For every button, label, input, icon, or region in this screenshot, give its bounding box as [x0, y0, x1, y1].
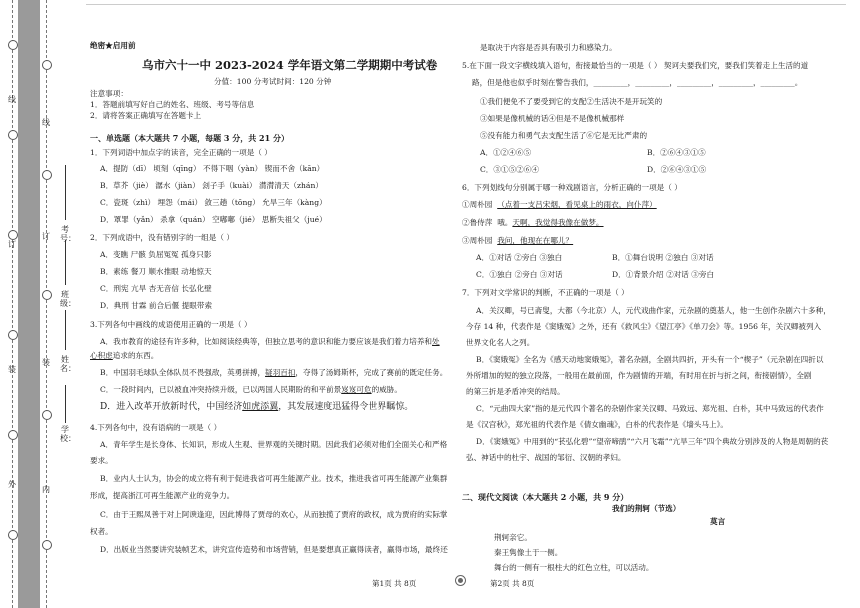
q7-option-d: D．《窦娥冤》中用到的“苌弘化碧”“望帝啼鹃”“六月飞霜”“亢旱三年”四个典故分别涉及的人物是周朝的苌	[476, 437, 829, 446]
q5-statement-3: ⑤没有能力和勇气去支配生活了⑥它是无比严肃的	[480, 131, 648, 140]
exam-label: 考号：	[60, 225, 76, 243]
binding-hole	[8, 330, 18, 340]
q3-option-c	[100, 386, 402, 394]
q6-stem: 6．下列划线句分别属于哪一种戏剧语言，分析正确的一项是（ ）	[462, 183, 682, 192]
q6-option-c: C．①独白 ②旁白 ③对话	[476, 270, 563, 279]
q7-option-d-cont: 弘、神话中的杜宇、战国的邹衍、汉朝的孝妇。	[466, 453, 626, 462]
q3-option-d	[100, 403, 413, 412]
q3b-text: B．中国羽毛球队全体队员不畏强敌，英勇拼搏，	[100, 368, 266, 377]
q6-line-1	[462, 201, 657, 209]
binding-hole	[8, 230, 18, 240]
inner-label: 内	[42, 485, 50, 494]
q3-stem: 3.下列各句中画线的成语使用正确的一项是（ ）	[90, 320, 252, 329]
q5-stem-cont: 路，但是他也似乎时刻在警告我们，_________，_________，_________，_________，_________。	[472, 78, 803, 87]
q1-option-d: D．罩罪（yǎn） 杀拿（quán） 空嘟嘟（jié） 思断失祖父（jué）	[100, 215, 327, 224]
q5-statement-1: ①我们便免不了要受到它的支配②生活决不是开玩笑的	[480, 97, 663, 106]
inner-dash-line	[46, 0, 47, 608]
q5-option-c: C．③①⑤②⑥④	[480, 165, 539, 174]
page-title: 乌市六十一中 2023-2024 学年语文第二学期期中考试卷	[142, 58, 438, 72]
passage-line-1: 荆轲亲它。	[494, 533, 532, 542]
q4-stem: 4.下列各句中，没有语病的一项是（ ）	[90, 423, 222, 432]
q1-option-c: C．瓷斑（zhì） 埋怨（mái） 敛三趟（tōng） 允旱三年（kàng）	[100, 198, 327, 207]
q3b-text-2: ，夺得了汤姆斯杯，完成了赛前的既定任务。	[295, 368, 448, 377]
q6-speaker-1: ①周朴园	[462, 200, 493, 209]
q4-option-d: D．出版业当然要讲究装帧艺术，讲究宣传造势和市场营销，但是要想真正赢得读者，赢得市场，最终还	[100, 545, 448, 554]
q2-option-c: C．刑宪 亢旱 杏无音信 长弘化壁	[100, 284, 212, 293]
q5-option-a: A．①②④⑥⑤	[480, 148, 532, 157]
q3c-text: C．一段时间内，已以被血冲突持续升级，已以两国人民期盼的和平前景	[100, 385, 342, 394]
q7-stem: 7．下列对文学常识的判断，不正确的一项是（ ）	[462, 288, 629, 297]
passage-author: 莫言	[710, 517, 726, 526]
outer-dash-line	[12, 0, 13, 608]
passage-title: 我们的荆轲（节选）	[612, 504, 681, 513]
passage-line-2: 秦王隽像土于一侧。	[494, 548, 563, 557]
q3c-underline: 岌岌可危	[341, 385, 372, 394]
q6-speaker-3: ③周朴园	[462, 236, 493, 245]
q4-option-c: C．由于王熙凤善于对上阿谀逢迎，因此博得了贾母的欢心，从而独揽了贾府的政权，成为贾府的实际掌	[100, 510, 448, 519]
r-cont-line: 是取决于内容是否具有吸引力和感染力。	[480, 43, 617, 52]
section-1-heading: 一、单选题（本大题共 7 小题，每题 3 分，共 21 分）	[90, 133, 289, 143]
q3d-underline: 如虎添翼	[242, 402, 279, 412]
name-blank[interactable]	[65, 310, 66, 350]
q3-option-a-cont	[90, 352, 158, 360]
q6-option-a: A．①对话 ②旁白 ③独白	[476, 253, 563, 262]
q7-option-b: B．《窦娥冤》全名为《感天动地窦娥冤》，著名杂剧，全剧共四折，开头有一个“楔子”（元杂剧在四折以	[476, 355, 824, 364]
order-label: 订	[8, 240, 16, 249]
q3-option-b	[100, 369, 447, 377]
q3a-underline-2: 心积虑	[90, 351, 113, 360]
exam-blank[interactable]	[65, 165, 66, 220]
line-label: 线	[8, 95, 16, 104]
q6-option-d: D．①背景介绍 ②对话 ③旁白	[612, 270, 715, 279]
q5-option-d: D．②⑥④③①⑤	[647, 165, 707, 174]
q6-option-b: B．①舞台说明 ②独白 ③对话	[612, 253, 714, 262]
binding-margin	[0, 0, 84, 608]
q2-option-d: D．典刑 甘霖 前合后偃 提眼带索	[100, 301, 213, 310]
binding-hole	[42, 290, 52, 300]
q4-option-b-cont: 形成，提高浙江可再生能源产业的竞争力。	[90, 491, 235, 500]
q7-option-a: A．关汉卿，号已斋叟，大都（今北京）人，元代戏曲作家，元杂剧的奠基人，他一生创作杂剧六十多种，	[476, 306, 831, 315]
q7-option-c-cont: 是《汉宫秋》，郑光祖的代表作是《倩女幽魂》，白朴的代表作是《墙头马上》。	[466, 420, 728, 429]
bind-label: 装	[8, 365, 16, 374]
q6-underline-3: 我问，他现在在哪儿？	[497, 236, 574, 245]
note-2: 2．请将答案正确填写在答题卡上	[90, 111, 202, 120]
q7-option-a-cont2: 世界文化名人之列。	[466, 338, 535, 347]
q6-underline-2: 天啊，我觉得我像在做梦。	[512, 218, 604, 227]
binding-hole	[8, 430, 18, 440]
q2-option-b: B．素练 餐刀 顺水推眼 动地惊天	[100, 267, 212, 276]
q4-option-c-cont: 权者。	[90, 527, 113, 536]
passage-line-3: 舞台的一侧有一根柱大的红色立柱，可以活动。	[494, 563, 654, 572]
gutter-seal-icon	[455, 575, 466, 586]
bind-label-inner: 装	[42, 358, 50, 367]
school-label: 学校：	[60, 425, 76, 443]
outer-label: 外	[8, 480, 16, 489]
binding-hole	[42, 410, 52, 420]
q1-option-a: A．提防（dī） 顷刻（qīng） 不得下咽（yàn） 锲而不舍（kān）	[100, 164, 325, 173]
q3d-text: D．进入改革开放新时代，中国经济	[100, 402, 243, 412]
q3d-text-2: ，其发展速度迅猛得令世界瞩惊。	[278, 402, 414, 412]
page-number-right: 第2页 共 8页	[490, 579, 535, 588]
notes-heading: 注意事项：	[90, 89, 128, 98]
binding-hole	[42, 170, 52, 180]
q3a-text-2: 追求的东西。	[112, 351, 159, 360]
exam-meta: 分值：100 分考试时间：120 分钟	[214, 77, 332, 86]
q4-option-a: A．青年学生是长身体、长知识，形成人生观、世界观的关键时期。因此我们必须对他们全面关心和严格	[100, 440, 448, 449]
q7-option-c: C．“元曲四大家”指的是元代四个著名的杂剧作家关汉卿、马致远、郑光祖、白朴，其中马致远的代表作	[476, 404, 824, 413]
binding-hole	[8, 530, 18, 540]
q1-option-b: B．草芥（jiè） 潺水（jiàn） 刽子手（kuài） 潸潸清天（zhán）	[100, 181, 323, 190]
q7-option-a-cont: 今存 14 种，代表作是《窦娥冤》之外，还有《救风尘》《望江亭》《单刀会》等。1956 年，关汉卿被列入	[466, 322, 822, 331]
class-label: 班级：	[60, 290, 76, 308]
q6-line-3	[462, 237, 573, 245]
order-label-inner: 订	[42, 232, 50, 241]
secret-mark: 绝密★启用前	[90, 41, 136, 50]
q7-option-b-cont2: 的第三折是矛盾冲突的结局。	[466, 387, 565, 396]
q4-option-b: B．业内人士认为，协会的成立将有利于促进我省可再生能源产业。技术，推进我省可再生能源产业集群	[100, 474, 448, 483]
q3a-underline: 处	[432, 337, 440, 346]
q6-line-2	[462, 219, 604, 227]
school-blank[interactable]	[65, 385, 66, 423]
q3c-text-2: 的威胁。	[371, 385, 402, 394]
binding-hole	[8, 40, 18, 50]
line-label-inner: 线	[42, 118, 50, 127]
page-number-left: 第1页 共 8页	[372, 579, 417, 588]
top-border	[86, 4, 846, 5]
binding-stripe	[18, 0, 40, 608]
name-label: 姓名：	[60, 355, 76, 373]
q3-option-a	[100, 338, 440, 346]
q5-statement-2: ③如果是像机械的话④但是不是像机械那样	[480, 114, 625, 123]
binding-hole	[8, 130, 18, 140]
binding-hole	[42, 540, 52, 550]
q6-speaker-2: ②鲁侍萍	[462, 218, 493, 227]
q6-text-2: 哦。	[497, 218, 513, 227]
q3b-underline: 疑羽百扣	[265, 368, 296, 377]
q2-option-a: A．变瞧 尸骸 负屈冤冤 孤身只影	[100, 250, 212, 259]
binding-hole	[42, 60, 52, 70]
q7-option-b-cont: 外所增加的短的独立段落，一般用在最前面，作为剧情的开端，有时用在折与折之间，衔接剧情），全剧	[466, 371, 812, 380]
q4-option-a-cont: 要求。	[90, 456, 113, 465]
class-blank[interactable]	[65, 240, 66, 285]
note-1: 1．答题前填写好自己的姓名、班级、考号等信息	[90, 100, 255, 109]
q6-underline-1: （点着一支吕宋烟，看见桌上的雨衣，向仆萍）	[497, 200, 657, 209]
q5-stem: 5.在下面一段文字横线填入语句，衔接最恰当的一项是（ ） 契诃夫要我们究，要我们笑着走上生活的道	[462, 61, 809, 70]
q5-option-b: B．②⑥④③①⑤	[647, 148, 706, 157]
section-2-heading: 二、现代文阅读（本大题共 2 小题，共 9 分）	[462, 492, 629, 502]
q1-stem: 1．下列词语中加点字的读音，完全正确的一项是（ ）	[90, 148, 272, 157]
q3a-text: A．我市教育的途径有许多种，比如阅读经典等，但独立思考的意识和能力要应该是我们着力培养和	[100, 337, 433, 346]
q2-stem: 2．下列成语中，没有错别字的一组是（ ）	[90, 233, 234, 242]
